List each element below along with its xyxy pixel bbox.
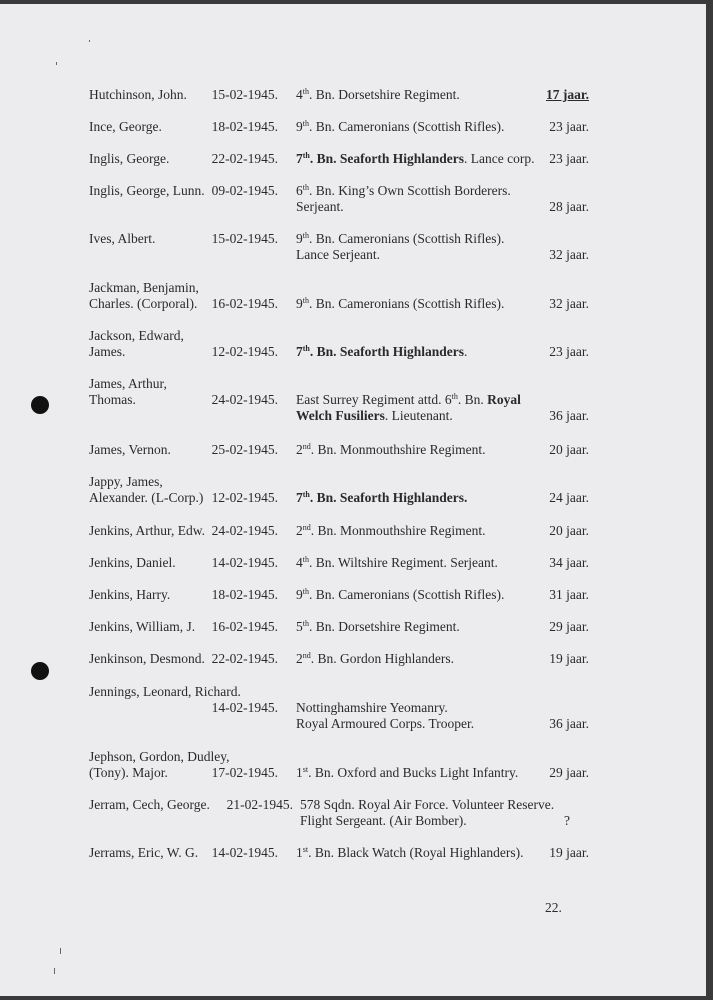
entry-name: Jephson, Gordon, Dudley, [89,749,230,764]
entry-age: 23 jaar. [549,344,589,359]
unit-text: East Surrey Regiment attd. 6 [296,392,452,407]
entry-name: Jackson, Edward, [89,328,184,343]
entry-name: Jenkins, Arthur, Edw. [89,523,205,538]
entry-name: Alexander. (L-Corp.) [89,490,204,505]
entry-date: 16-02-1945. [211,619,278,634]
entry-unit [296,700,448,716]
ordinal-suffix: st [302,845,309,854]
entry-unit [300,797,554,813]
unit-text: . Bn. Seaforth Highlanders [309,344,465,359]
entry-unit [296,523,486,539]
unit-text: . Bn. Gordon Highlanders. [310,651,454,666]
unit-text: Flight Sergeant. (Air Bomber). [300,813,467,828]
entry-unit [296,231,504,247]
entry-unit [296,87,460,103]
entry-date: 12-02-1945. [211,490,278,505]
entry-age: 36 jaar. [549,716,589,731]
unit-text: Nottinghamshire Yeomanry. [296,700,448,715]
unit-text: . Bn. Monmouthshire Regiment. [310,523,486,538]
unit-text: . Bn. [457,392,488,407]
ordinal-suffix: nd [302,523,311,532]
entry-age: 36 jaar. [549,408,589,423]
entry-name: (Tony). Major. [89,765,168,780]
unit-text: . Bn. Cameronians (Scottish Rifles). [308,296,505,311]
unit-text: 578 Sqdn. Royal Air Force. Volunteer Reserve. [300,797,555,812]
entry-unit [296,716,474,732]
unit-text: 7 [296,151,303,166]
entry-age: 28 jaar. [549,199,589,214]
entry-unit [296,119,504,135]
unit-text: 9 [296,119,303,134]
entry-date: 22-02-1945. [211,151,278,166]
unit-text: 6 [296,183,303,198]
entry-unit [296,651,454,667]
entry-name: Inglis, George. [89,151,170,166]
entry-date: 22-02-1945. [211,651,278,666]
entry-date: 16-02-1945. [211,296,278,311]
entry-age: 29 jaar. [549,619,589,634]
unit-text: 4 [296,87,303,102]
document-page [0,4,706,996]
entry-name: Jenkins, William, J. [89,619,196,634]
unit-text: 4 [296,555,303,570]
ordinal-suffix: st [302,765,309,774]
entry-date: 15-02-1945. [211,87,278,102]
unit-text: 2 [296,651,303,666]
ordinal-suffix: th [302,183,309,192]
entry-age: 20 jaar. [549,523,589,538]
unit-text: . Bn. Wiltshire Regiment. Serjeant. [308,555,498,570]
ordinal-suffix: th [302,231,309,240]
unit-text: Royal Armoured Corps. Trooper. [296,716,475,731]
unit-text: 9 [296,231,303,246]
entry-unit [300,813,467,829]
unit-text: 2 [296,442,303,457]
entry-age: 20 jaar. [549,442,589,457]
entry-date: 14-02-1945. [211,700,278,715]
entry-name: Jerrams, Eric, W. G. [89,845,199,860]
entry-unit [296,183,511,199]
entry-date: 17-02-1945. [211,765,278,780]
punch-hole [31,396,49,414]
scan-speck [60,948,61,954]
entry-unit [296,247,380,263]
entry-date: 21-02-1945. [226,797,293,812]
entry-unit [296,408,453,424]
ordinal-suffix: th [302,619,309,628]
unit-text: . Bn. Cameronians (Scottish Rifles). [308,119,505,134]
entry-date: 12-02-1945. [211,344,278,359]
unit-text: . Lieutenant. [384,408,453,423]
unit-text: . Bn. Seaforth Highlanders [309,151,465,166]
unit-text: Welch Fusiliers [296,408,385,423]
entry-age: 32 jaar. [549,296,589,311]
entry-name: James, Arthur, [89,376,167,391]
entry-date: 15-02-1945. [211,231,278,246]
unit-text: 7 [296,344,303,359]
entry-date: 09-02-1945. [211,183,278,198]
unit-text: 9 [296,296,303,311]
unit-text: . Bn. Seaforth Highlanders. [309,490,468,505]
unit-text: . Bn. Cameronians (Scottish Rifles). [308,587,505,602]
entry-unit [296,619,460,635]
entry-date: 18-02-1945. [211,587,278,602]
entry-name: Thomas. [89,392,136,407]
entry-name: Jenkins, Daniel. [89,555,176,570]
ordinal-suffix: th [302,344,310,353]
ordinal-suffix: th [302,119,309,128]
entry-date: 14-02-1945. [211,555,278,570]
unit-text: . Bn. Cameronians (Scottish Rifles). [308,231,505,246]
ordinal-suffix: th [451,392,458,401]
entry-unit [296,845,523,861]
entry-name: Inglis, George, Lunn. [89,183,205,198]
entry-name: Jenkinson, Desmond. [89,651,205,666]
unit-text: . Bn. Black Watch (Royal Highlanders). [308,845,524,860]
entry-name: James, Vernon. [89,442,171,457]
scan-speck [89,40,90,42]
unit-text: . Bn. Dorsetshire Regiment. [308,619,460,634]
unit-text: . Lance corp. [464,151,535,166]
ordinal-suffix: nd [302,651,311,660]
entry-age: 34 jaar. [549,555,589,570]
scan-speck [54,968,55,974]
entry-unit [296,490,467,506]
entry-unit [296,344,467,360]
entry-name: Jerram, Cech, George. [89,797,210,812]
unit-text: 5 [296,619,303,634]
entry-unit [296,199,344,215]
unit-text: 1 [296,845,303,860]
unit-text: . Bn. King’s Own Scottish Borderers. [308,183,511,198]
entry-age: 23 jaar. [549,119,589,134]
entry-date: 18-02-1945. [211,119,278,134]
entry-name: Charles. (Corporal). [89,296,198,311]
ordinal-suffix: th [302,87,309,96]
entry-unit [296,151,535,167]
unit-text: Serjeant. [296,199,344,214]
entry-age: ? [564,813,570,828]
page-number: 22. [545,900,562,915]
unit-text: . Bn. Monmouthshire Regiment. [310,442,486,457]
entry-age: 19 jaar. [549,845,589,860]
punch-hole [31,662,49,680]
entry-age: 19 jaar. [549,651,589,666]
entry-date: 24-02-1945. [211,392,278,407]
entry-age: 32 jaar. [549,247,589,262]
entry-unit [296,296,504,312]
unit-text: Royal [487,392,521,407]
ordinal-suffix: th [302,587,309,596]
unit-text: Lance Serjeant. [296,247,380,262]
entry-age: 31 jaar. [549,587,589,602]
scan-speck [56,62,57,65]
entry-name: Ives, Albert. [89,231,156,246]
unit-text: 9 [296,587,303,602]
ordinal-suffix: nd [302,442,311,451]
ordinal-suffix: th [302,555,309,564]
entry-name: James. [89,344,126,359]
unit-text: 2 [296,523,303,538]
entry-name: Hutchinson, John. [89,87,187,102]
entry-name: Jackman, Benjamin, [89,280,199,295]
entry-age: 23 jaar. [549,151,589,166]
entry-date: 25-02-1945. [211,442,278,457]
ordinal-suffix: th [302,490,310,499]
entry-name: Ince, George. [89,119,162,134]
entry-unit [296,392,521,408]
entry-age: 24 jaar. [549,490,589,505]
ordinal-suffix: th [302,151,310,160]
unit-text: . Bn. Dorsetshire Regiment. [308,87,460,102]
entry-unit [296,442,486,458]
unit-text: . [464,344,468,359]
unit-text: 1 [296,765,303,780]
entry-date: 14-02-1945. [211,845,278,860]
entry-name: Jappy, James, [89,474,163,489]
entry-unit [296,555,498,571]
entry-name: Jenkins, Harry. [89,587,171,602]
entry-age: 29 jaar. [549,765,589,780]
ordinal-suffix: th [302,296,309,305]
unit-text: . Bn. Oxford and Bucks Light Infantry. [308,765,519,780]
unit-text: 7 [296,490,303,505]
entry-unit [296,765,518,781]
entry-name: Jennings, Leonard, Richard. [89,684,241,699]
entry-age: 17 jaar. [546,87,589,102]
entry-date: 24-02-1945. [211,523,278,538]
entry-unit [296,587,504,603]
